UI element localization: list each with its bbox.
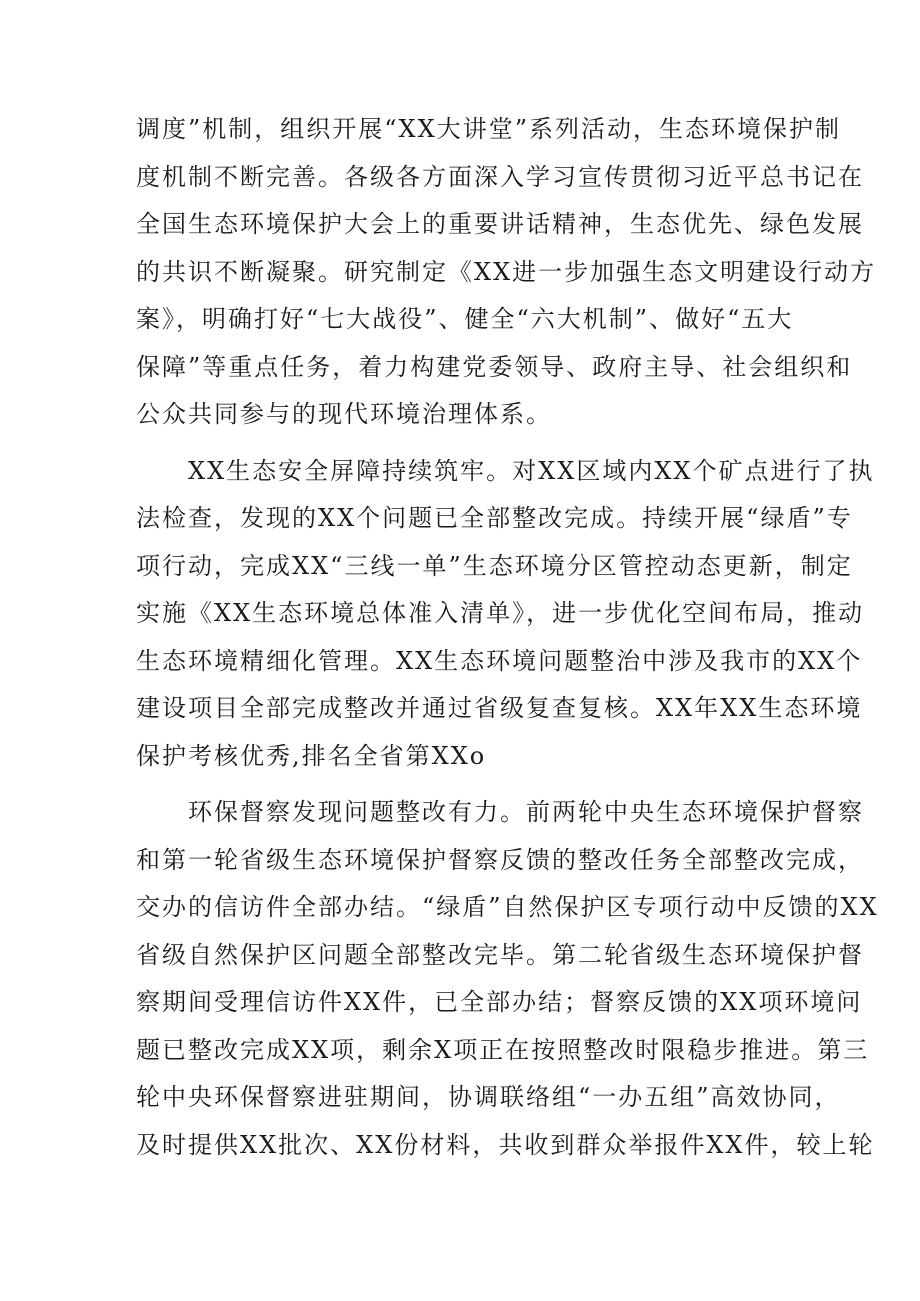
text-line: 环保督察发现问题整改有力。前两轮中央生态环境保护督察 xyxy=(136,798,864,826)
text-line: 案》，明确打好“七大战役”、健全“六大机制”、做好“五大 xyxy=(136,305,794,333)
text-line: 实施《XX生态环境总体准入清单》，进一步优化空间布局，推动 xyxy=(136,599,865,627)
text-line: 察期间受理信访件XX件，已全部办结；督察反馈的XX项环境问 xyxy=(136,988,863,1016)
text-line: 公众共同参与的现代环境治理体系。 xyxy=(136,400,552,428)
text-line: 调度”机制，组织开展“XX大讲堂”系列活动，生态环境保护制 xyxy=(136,115,841,143)
text-line: 省级自然保护区问题全部整改完毕。第二轮省级生态环境保护督 xyxy=(136,940,864,969)
text-line: XX生态安全屏障持续筑牢。对XX区域内XX个矿点进行了执 xyxy=(136,456,875,485)
text-line: 项行动，完成XX“三线一单”生态环境分区管控动态更新，制定 xyxy=(136,551,853,580)
paragraph-spacer xyxy=(136,780,796,789)
text-line: 题已整改完成XX项，剩余X项正在按照整改时限稳步推进。第三 xyxy=(136,1035,870,1064)
paragraph-spacer xyxy=(136,439,796,448)
text-line: 轮中央环保督察进驻期间，协调联络组“一办五组”高效协同， xyxy=(136,1083,841,1111)
text-line: 法检查，发现的XX个问题已全部整改完成。持续开展“绿盾”专 xyxy=(136,504,853,532)
document-body xyxy=(136,106,879,1169)
paragraph-institutional-mechanism xyxy=(136,106,877,439)
text-line: 建设项目全部完成整改并通过省级复查复核。XX年XX生态环境 xyxy=(136,694,863,722)
text-line: 交办的信访件全部办结。“绿盾”自然保护区专项行动中反馈的XX xyxy=(136,893,879,921)
text-line: 度机制不断完善。各级各方面深入学习宣传贯彻习近平总书记在 xyxy=(136,162,864,191)
text-line: 保障”等重点任务，着力构建党委领导、政府主导、社会组织和 xyxy=(136,352,853,381)
paragraph-inspection-rectification xyxy=(136,789,879,1169)
text-line: 和第一轮省级生态环境保护督察反馈的整改任务全部整改完成， xyxy=(136,845,864,874)
paragraph-ecological-security xyxy=(136,448,875,781)
text-line: 生态环境精细化管理。XX生态环境问题整治中涉及我市的XX个 xyxy=(136,646,863,675)
text-line: 保护考核优秀,排名全省第XXo xyxy=(136,741,487,770)
text-line: 的共识不断凝聚。研究制定《XX进一步加强生态文明建设行动方 xyxy=(136,257,877,286)
text-line: 全国生态环境保护大会上的重要讲话精神，生态优先、绿色发展 xyxy=(136,210,864,238)
text-line: 及时提供XX批次、XX份材料，共收到群众举报件XX件，较上轮 xyxy=(136,1130,875,1159)
